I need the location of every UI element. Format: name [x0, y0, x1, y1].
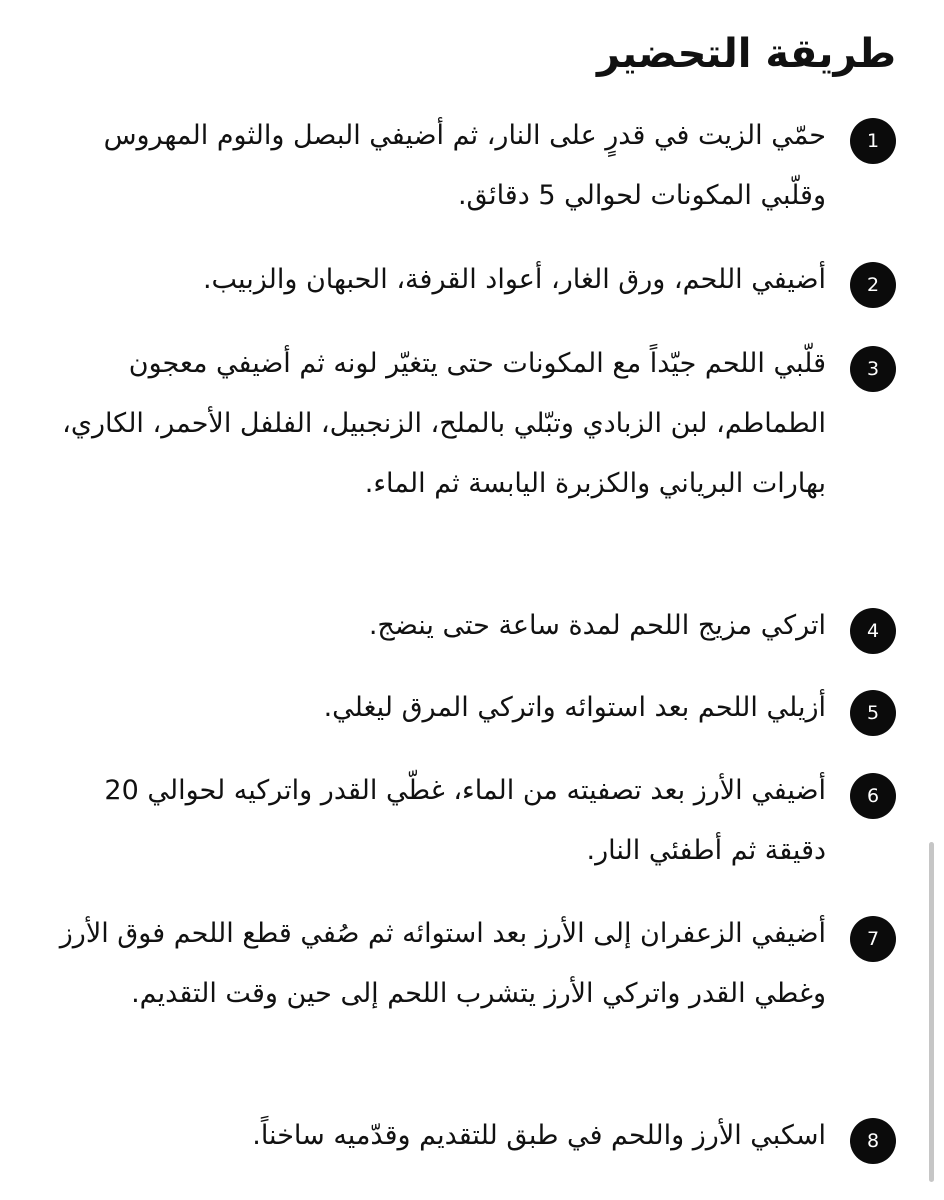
scrollbar-thumb[interactable]: [929, 842, 934, 1182]
step-text: حمّي الزيت في قدرٍ على النار، ثم أضيفي البصل والثوم المهروس وقلّبي المكونات لحوالي 5 دقائق.: [103, 120, 826, 211]
step-number-badge: 4: [850, 608, 896, 654]
step-number-badge: 5: [850, 690, 896, 736]
step-text: أضيفي الزعفران إلى الأرز بعد استوائه ثم صُفي قطع اللحم فوق الأرز وغطي القدر واتركي الأرز يتشرب اللحم إلى حين وقت التقديم.: [59, 918, 826, 1009]
step-text: أزيلي اللحم بعد استوائه واتركي المرق ليغلي.: [323, 692, 826, 723]
page-title: طريقة التحضير: [596, 31, 896, 77]
step-number-badge: 2: [850, 262, 896, 308]
step-text: أضيفي الأرز بعد تصفيته من الماء، غطّي القدر واتركيه لحوالي 20 دقيقة ثم أطفئي النار.: [104, 775, 826, 866]
step-number-badge: 3: [850, 346, 896, 392]
step-text: قلّبي اللحم جيّداً مع المكونات حتى يتغيّر لونه ثم أضيفي معجون الطماطم، لبن الزبادي وتبّلي بالملح، الزنجبيل، الفلفل الأحمر، الكاري، بهارات البرياني والكزبرة اليابسة ثم الماء.: [62, 348, 826, 499]
step-number-badge: 8: [850, 1118, 896, 1164]
step-text: أضيفي اللحم، ورق الغار، أعواد القرفة، الحبهان والزبيب.: [202, 264, 826, 295]
step-text: اتركي مزيج اللحم لمدة ساعة حتى ينضج.: [368, 610, 826, 641]
step-number-badge: 6: [850, 773, 896, 819]
step-number-badge: 1: [850, 118, 896, 164]
step-text: اسكبي الأرز واللحم في طبق للتقديم وقدّميه ساخناً.: [252, 1120, 826, 1151]
step-number-badge: 7: [850, 916, 896, 962]
